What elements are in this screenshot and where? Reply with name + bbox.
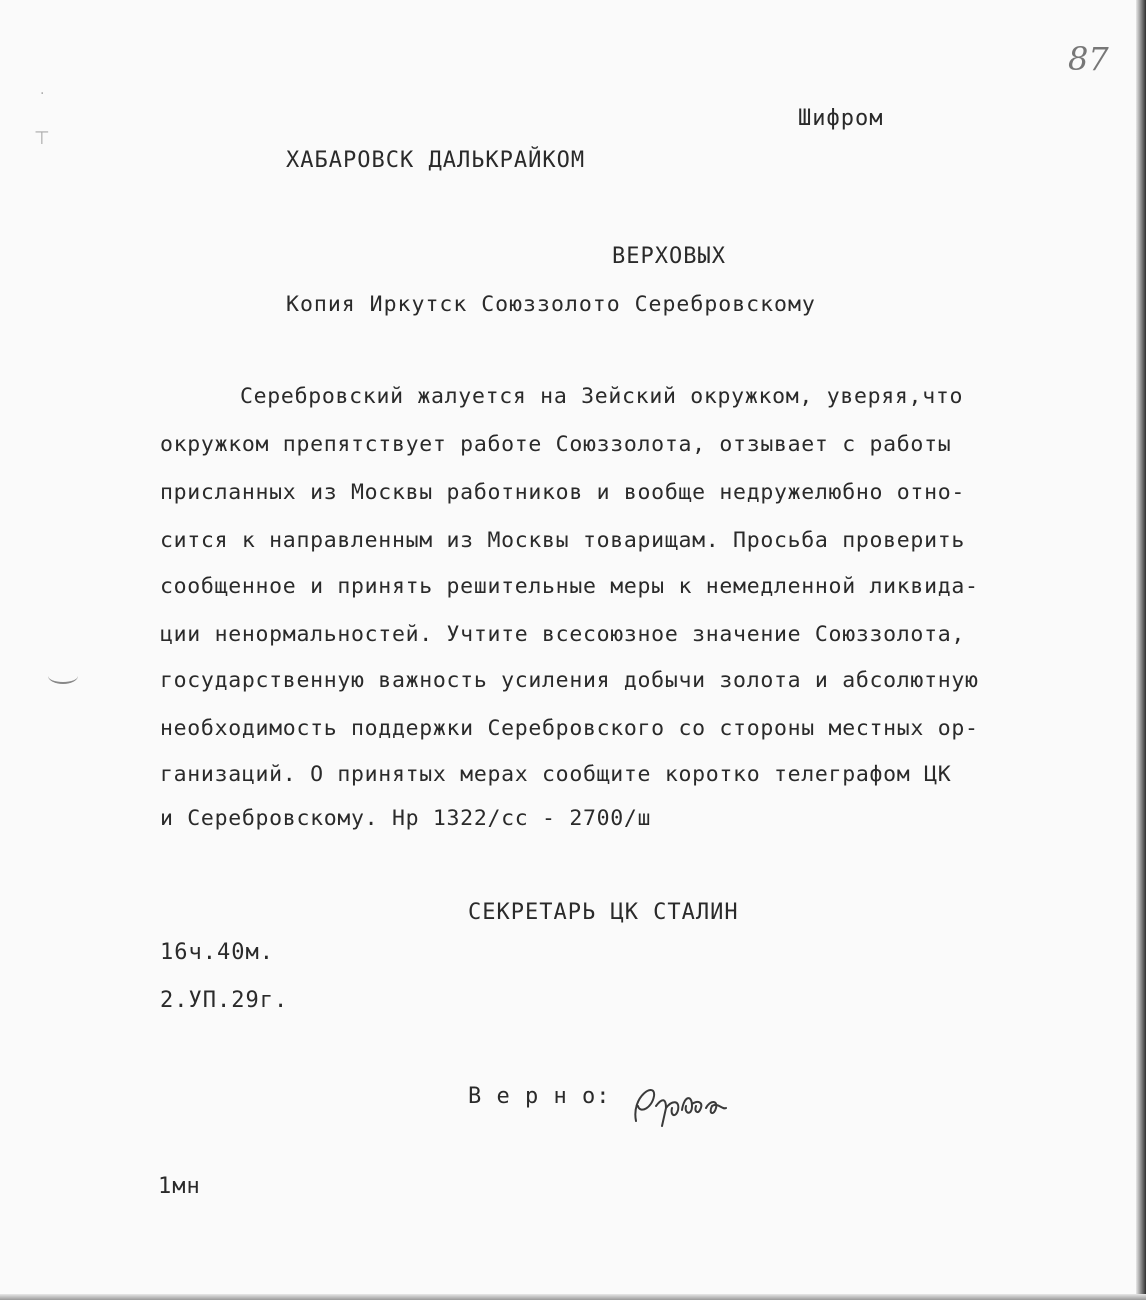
body-line: необходимость поддержки Серебровского со стороны местных ор- <box>160 716 979 741</box>
body-line: Серебровский жалуется на Зейский окружком, уверяя,что <box>240 384 964 409</box>
dispatch-time: 16ч.40м. <box>160 940 274 965</box>
recipient-name: ВЕРХОВЫХ <box>612 244 726 269</box>
margin-mark: · <box>40 86 45 102</box>
body-line: государственную важность усиления добычи золота и абсолютную <box>160 668 979 693</box>
body-line: и Серебровскому. Нр 1322/сс - 2700/ш <box>160 806 652 831</box>
body-line: сится к направленным из Москвы товарищам. Просьба проверить <box>160 528 966 553</box>
handwritten-signature <box>626 1076 766 1140</box>
copy-line: Копия Иркутск Союззолото Серебровскому <box>286 292 816 317</box>
dispatch-date: 2.УП.29г. <box>160 988 289 1013</box>
page-bottom-edge <box>0 1294 1146 1300</box>
body-line: окружком препятствует работе Союззолота, отзывает с работы <box>160 432 952 457</box>
signed-by: СЕКРЕТАРЬ ЦК СТАЛИН <box>468 900 739 925</box>
body-line: ции ненормальностей. Учтите всесоюзное значение Союззолота, <box>160 622 966 647</box>
certified-label: В е р н о: <box>468 1084 611 1109</box>
margin-mark: ⊤ <box>34 128 50 149</box>
body-line: ганизаций. О принятых мерах сообщите коротко телеграфом ЦК <box>160 762 952 787</box>
punch-hole-mark <box>48 668 78 684</box>
archive-folio-number: 87 <box>1068 40 1109 78</box>
copies-note: 1мн <box>158 1174 201 1199</box>
addressee: ХАБАРОВСК ДАЛЬКРАЙКОМ <box>286 148 586 173</box>
body-line: сообщенное и принять решительные меры к немедленной ликвида- <box>160 574 979 599</box>
body-line: присланных из Москвы работников и вообще недружелюбно отно- <box>160 480 966 505</box>
page-edge-shadow <box>1136 0 1146 1300</box>
cipher-label: Шифром <box>798 106 884 131</box>
